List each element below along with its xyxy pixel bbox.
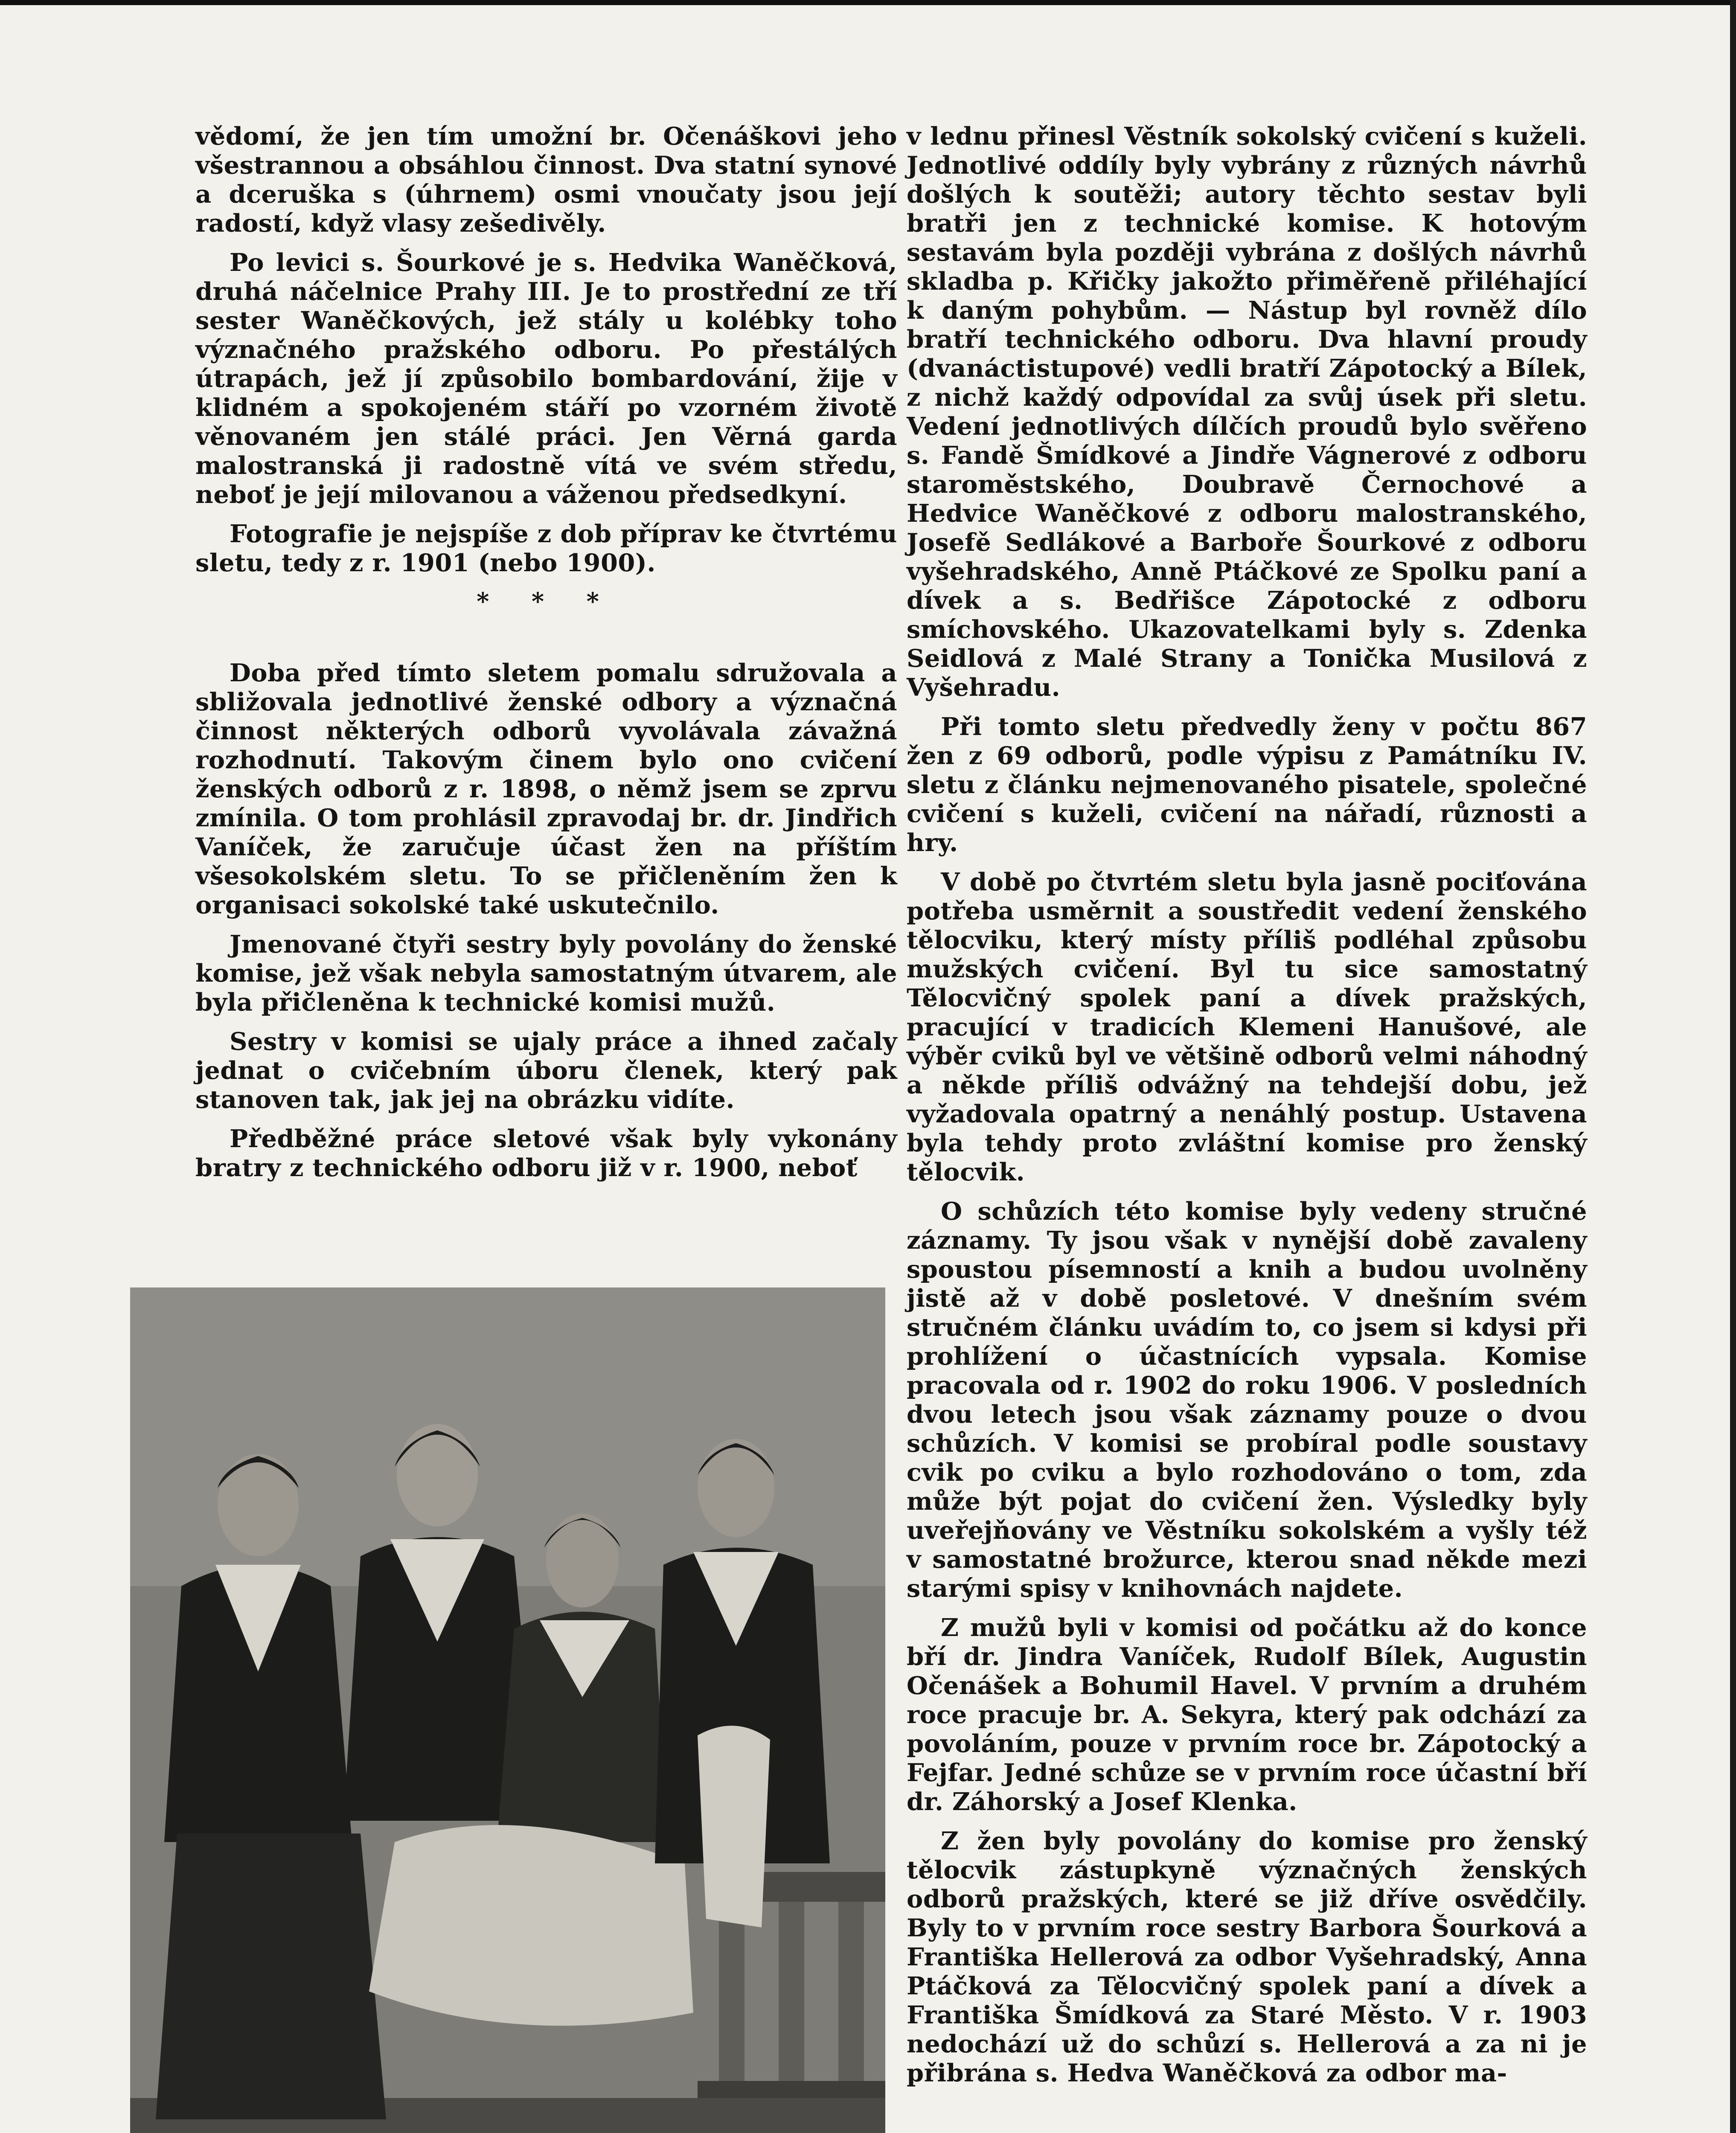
paragraph: Fotografie je nejspíše z dob příprav ke čtvrtému sletu, tedy z r. 1901 (nebo 1900). xyxy=(195,519,897,577)
left-column xyxy=(195,122,897,1192)
scan-border-right xyxy=(1730,0,1736,2133)
right-column xyxy=(907,122,1587,2098)
paragraph: O schůzích této komise byly vedeny stručné záznamy. Ty jsou však v nynější době zavaleny spoustou písemností a knih a budou uvolněny jistě až v době posletové. V dnešním svém stručném článku uvádím to, co jsem si kdysi při prohlížení o účastnících vypsala. Komise pracovala od r. 1902 do roku 1906. V posledních dvou letech jsou však záznamy pouze o dvou schůzích. V komisi se probíral podle soustavy cvik po cviku a bylo rozhodováno o tom, zda může být pojat do cvičení žen. Výsledky byly uveřejňovány ve Věstníku sokolském a vyšly též v samostatné brožurce, kterou snad někde mezi starými spisy v knihovnách najdete. xyxy=(907,1197,1587,1603)
scan-border-top xyxy=(0,0,1736,5)
paragraph: Jmenované čtyři sestry byly povolány do ženské komise, jež však nebyla samostatným útvarem, ale byla přičleněna k technické komisi mužů. xyxy=(195,930,897,1017)
section-separator: * * * xyxy=(477,587,616,616)
paragraph: Z žen byly povolány do komise pro ženský tělocvik zástupkyně význačných ženských odborů pražských, které se již dříve osvědčily. Byly to v prvním roce sestry Barbora Šourková a Františka Hellerová za odbor Vyšehradský, Anna Ptáčková za Tělocvičný spolek paní a dívek a Františka Šmídková za Staré Město. V r. 1903 nedochází už do schůzí s. Hellerová a za ni je přibrána s. Hedva Waněčková za odbor ma- xyxy=(907,1826,1587,2087)
paragraph: Sestry v komisi se ujaly práce a ihned začaly jednat o cvičebním úboru členek, který pak stanoven tak, jak jej na obrázku vidíte. xyxy=(195,1027,897,1114)
paragraph: V době po čtvrtém sletu byla jasně pociťována potřeba usměrnit a soustředit vedení ženského tělocviku, který místy příliš podléhal způsobu mužských cvičení. Byl tu sice samostatný Tělocvičný spolek paní a dívek pražských, pracující v tradicích Klemeni Hanušové, ale výběr cviků byl ve většině odborů velmi náhodný a někde příliš odvážný na tehdejší dobu, jež vyžadovala opatrný a nenáhlý postup. Ustavena byla tehdy proto zvláštní komise pro ženský tělocvik. xyxy=(907,867,1587,1186)
paragraph: Předběžné práce sletové však byly vykonány bratry z technického odboru již v r. 1900, neboť xyxy=(195,1124,897,1182)
paragraph: v lednu přinesl Věstník sokolský cvičení s kuželi. Jednotlivé oddíly byly vybrány z různých návrhů došlých k soutěži; autory těchto sestav byli bratři jen z technické komise. K hotovým sestavám byla později vybrána z došlých návrhů skladba p. Křičky jakožto přiměřeně přiléhající k daným pohybům. — Nástup byl rovněž dílo bratří technického odboru. Dva hlavní proudy (dvanáctistupové) vedli bratří Zápotocký a Bílek, z nichž každý odpovídal za svůj úsek při sletu. Vedení jednotlivých dílčích proudů bylo svěřeno s. Fandě Šmídkové a Jindře Vágnerové z odboru staroměstského, Doubravě Černochové a Hedvice Waněčkové z odboru malostranského, Josefě Sedlákové a Barboře Šourkové z odboru vyšehradského, Anně Ptáčkové ze Spolku paní a dívek a s. Bedřišce Zápotocké z odboru smíchovského. Ukazovatelkami byly s. Zdenka Seidlová z Malé Strany a Tonička Musilová z Vyšehradu. xyxy=(907,122,1587,702)
paragraph: Po levici s. Šourkové je s. Hedvika Waněčková, druhá náčelnice Prahy III. Je to prostřední ze tří sester Waněčkových, jež stály u kolébky toho význačného pražského odboru. Po přestálých útrapách, jež jí způsobilo bombardování, žije v klidném a spokojeném stáří po vzorném životě věnovaném jen stálé práci. Jen Věrná garda malostranská ji radostně vítá ve svém středu, neboť je její milovanou a váženou předsedkyní. xyxy=(195,248,897,509)
paragraph: Z mužů byli v komisi od počátku až do konce bří dr. Jindra Vaníček, Rudolf Bílek, Augustin Očenášek a Bohumil Havel. V prvním a druhém roce pracuje br. A. Sekyra, který pak odchází za povoláním, pouze v prvním roce br. Zápotocký a Fejfar. Jedné schůze se v prvním roce účastní bří dr. Záhorský a Josef Klenka. xyxy=(907,1613,1587,1816)
paragraph: vědomí, že jen tím umožní br. Očenáškovi jeho všestrannou a obsáhlou činnost. Dva statní synové a dceruška s (úhrnem) osmi vnoučaty jsou její radostí, když vlasy zešedivěly. xyxy=(195,122,897,238)
paragraph: Při tomto sletu předvedly ženy v počtu 867 žen z 69 odborů, podle výpisu z Památníku IV. sletu z článku nejmenovaného pisatele, společné cvičení s kuželi, cvičení na nářadí, různosti a hry. xyxy=(907,712,1587,857)
paragraph: Doba před tímto sletem pomalu sdružovala a sbližovala jednotlivé ženské odbory a význačná činnost některých odborů vyvolávala závažná rozhodnutí. Takovým činem bylo ono cvičení ženských odborů z r. 1898, o němž jsem se zprvu zmínila. O tom prohlásil zpravodaj br. dr. Jindřich Vaníček, že zaručuje účast žen na příštím všesokolském sletu. To se přičleněním žen k organisaci sokolské také uskutečnilo. xyxy=(195,658,897,919)
photograph-four-women-icon xyxy=(130,1287,885,2133)
